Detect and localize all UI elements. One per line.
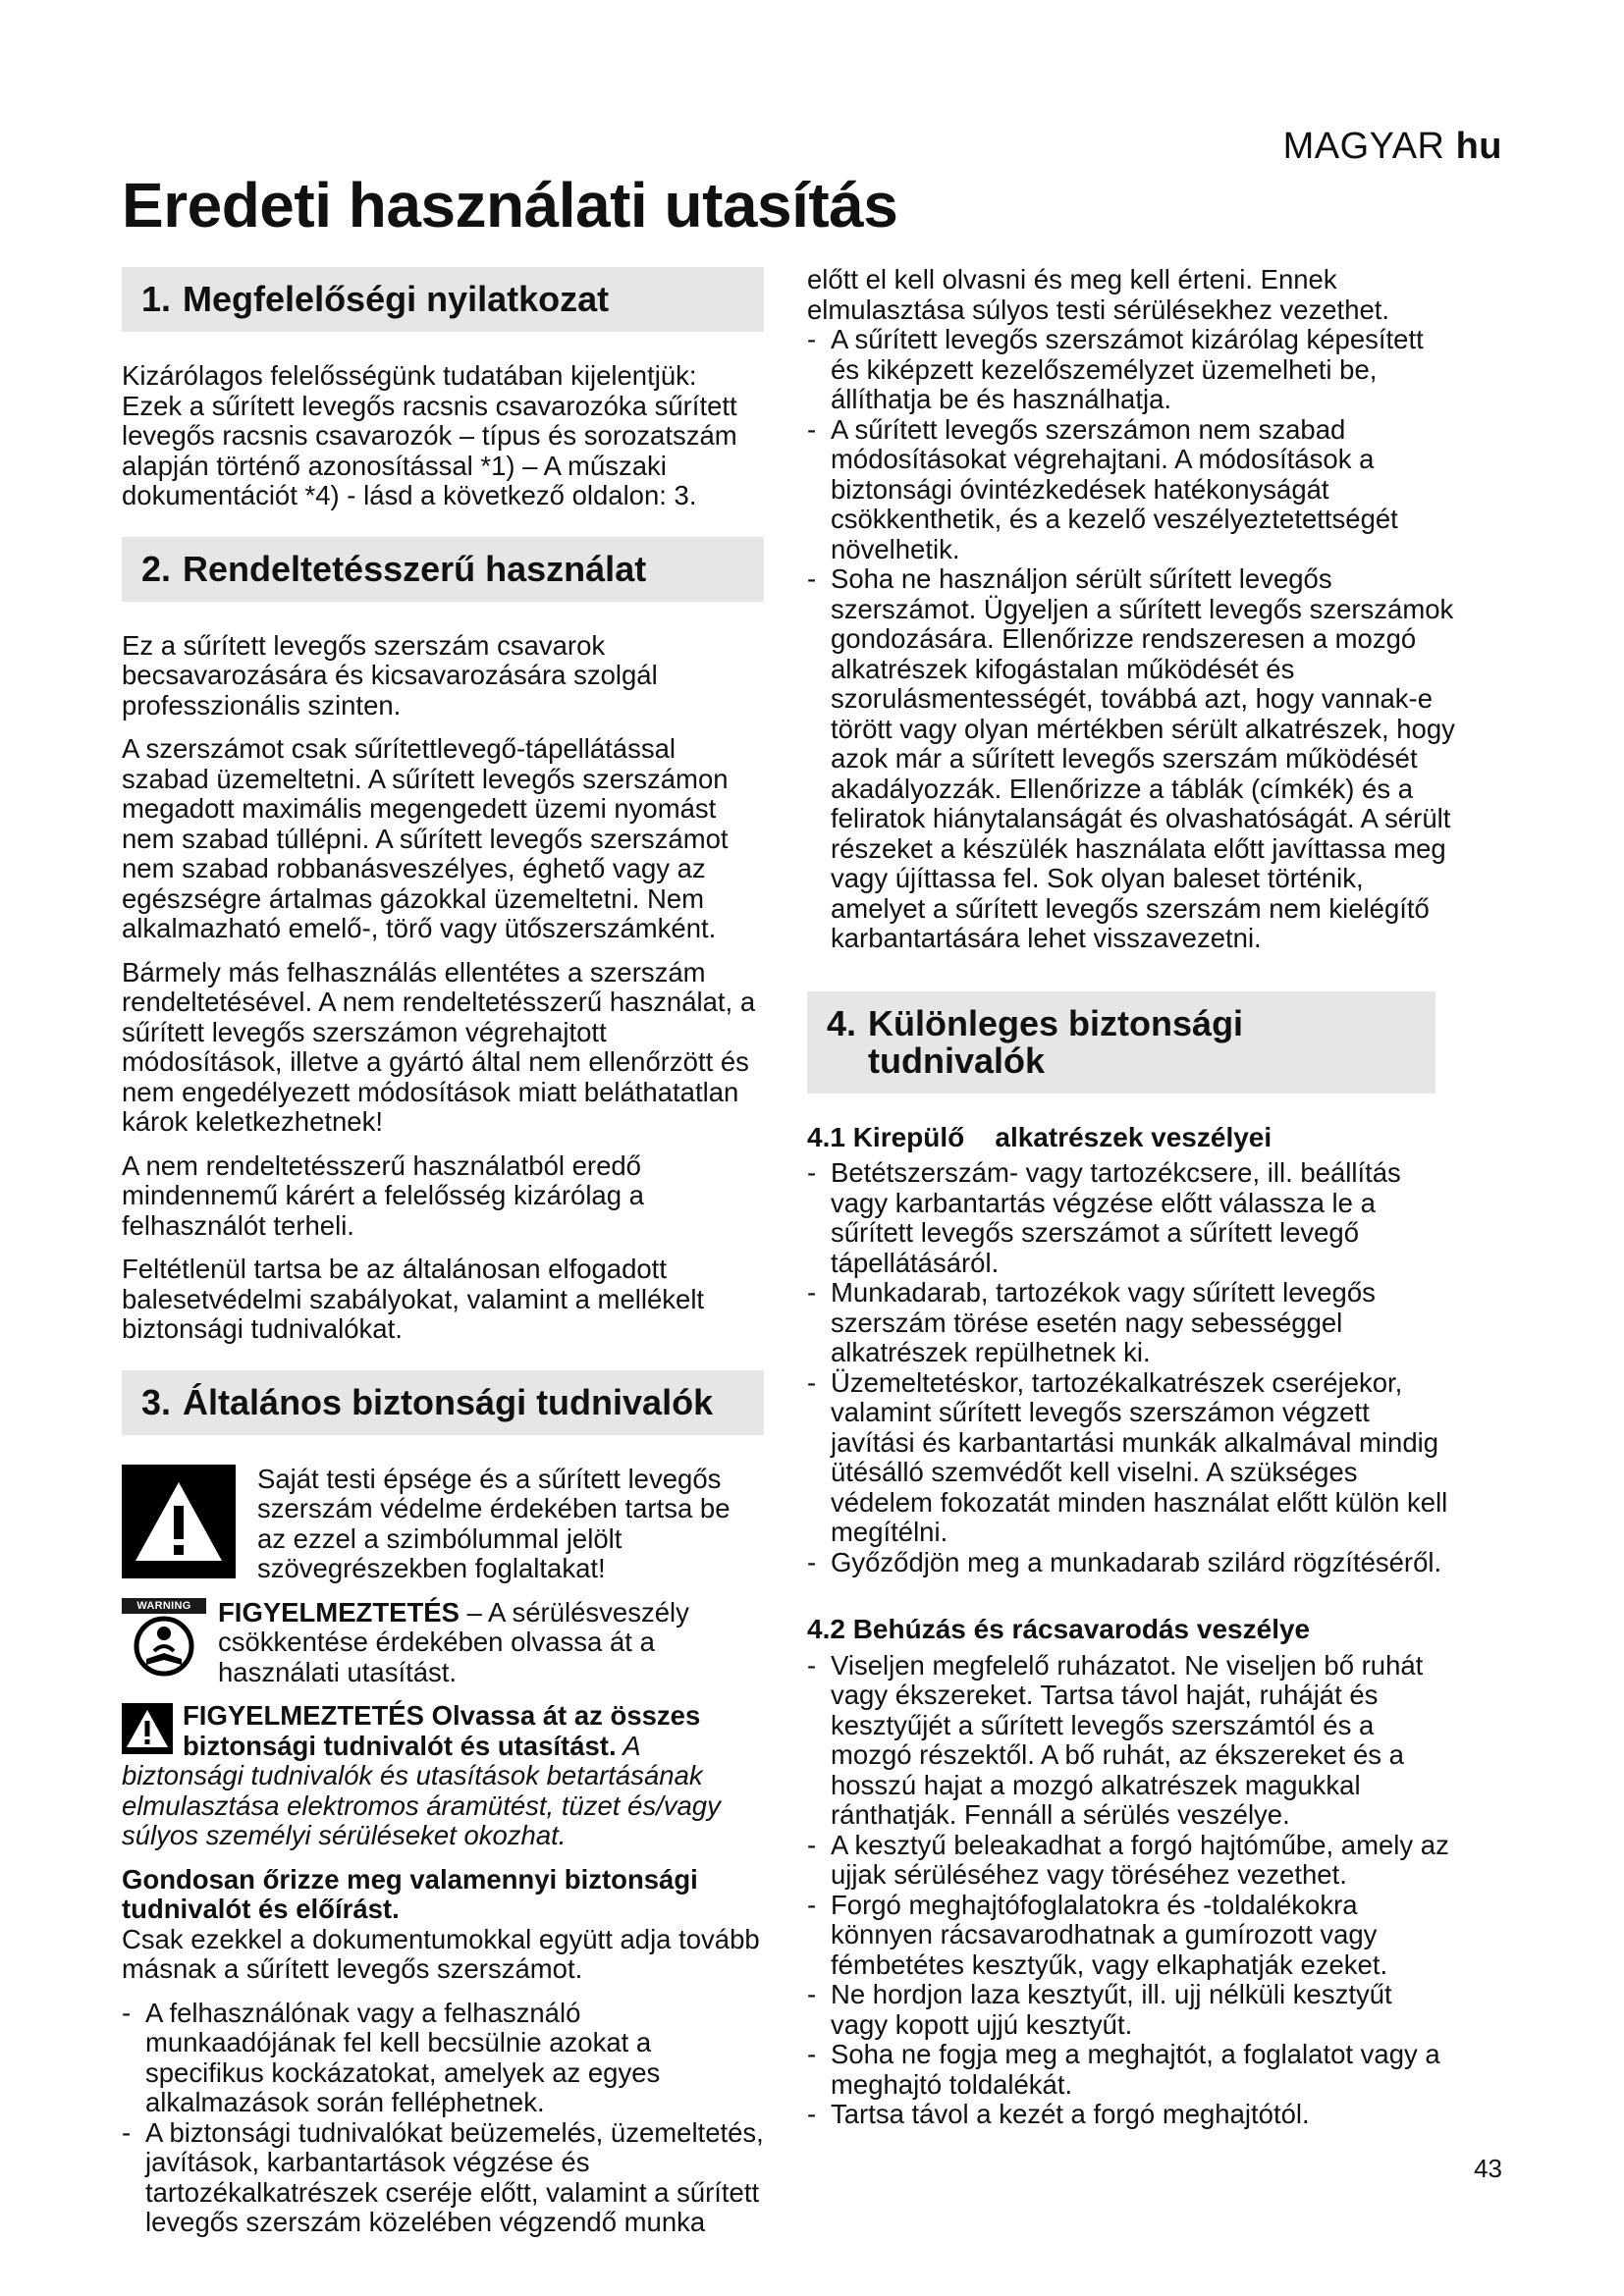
list-item: - Tartsa távol a kezét a forgó meghajtótól. <box>807 2100 1455 2130</box>
warning-triangle-icon <box>122 1465 236 1578</box>
list-item: - A biztonsági tudnivalókat beüzemelés, üzemeltetés, javítások, karbantartások végzése és tartozékalkatrészek cseréje előtt, valamint a sűrített levegős szerszám közelében végzendő munka <box>122 2118 764 2238</box>
section-1-heading <box>122 267 764 332</box>
list-item: - A kesztyű beleakadhat a forgó hajtóműbe, amely az ujjak sérüléséhez vagy töréséhez vezethet. <box>807 1831 1455 1891</box>
warning-read-manual <box>122 1598 764 1688</box>
left-column <box>122 267 764 2238</box>
section-3-number: 3. <box>141 1381 172 1422</box>
warning-all-instructions <box>122 1701 764 1851</box>
page-number: 43 <box>1474 2154 1502 2183</box>
subsection-4-2-list <box>807 1651 1455 2130</box>
list-item: - A sűrített levegős szerszámon nem szabad módosításokat végrehajtani. A módosítások a biztonsági óvintézkedések hatékonyságát csökkenthetik, és a kezelő veszélyeztetettségét növelhetik. <box>807 415 1455 565</box>
section-2-paragraph: Ez a sűrített levegős szerszám csavarok becsavarozására és kicsavarozására szolgál professzionális szinten. <box>122 629 658 721</box>
warning-1-bold: FIGYELMEZTETÉS <box>218 1596 460 1628</box>
list-item: - Győződjön meg a munkadarab szilárd rögzítéséről. <box>807 1548 1455 1578</box>
warning-1-text: – A sérülésveszély csökkentése érdekében olvassa át a használati utasítást. <box>218 1596 689 1687</box>
section-2-paragraph: A nem rendeltetésszerű használatból eredő mindennemű kárért a felelősség kizárólag a felhasználót terheli. <box>122 1149 644 1241</box>
subsection-4-1-list <box>807 1158 1455 1577</box>
list-item: - Soha ne fogja meg a meghajtót, a foglalatot vagy a meghajtó toldalékát. <box>807 2040 1455 2100</box>
language-name: MAGYAR <box>1282 126 1445 167</box>
keep-instructions-bold: Gondosan őrizze meg valamennyi biztonsági tudnivalót és előírást. <box>122 1863 698 1924</box>
section-4-number: 4. <box>827 1002 857 1043</box>
section-1-title: Megfelelőségi nyilatkozat <box>183 279 610 319</box>
list-item: - Üzemeltetéskor, tartozékalkatrészek cseréjekor, valamint sűrített levegős szerszámon végzett javítási és karbantartási munkák alkalmával mindig ütésálló szemvédőt kell viselni. A szükséges védelem fokozatát minden használat előtt külön kell megítélni. <box>807 1368 1455 1548</box>
list-item: - A sűrített levegős szerszámot kizárólag képesített és kiképzett kezelőszemélyzet üzemelheti be, állíthatja be és használhatja. <box>807 325 1455 415</box>
section-3-title: Általános biztonsági tudnivalók <box>183 1381 714 1422</box>
list-item: - A felhasználónak vagy a felhasználó munkaadójának fel kell becsülnie azokat a specifikus kockázatokat, amelyek az egyes alkalmazások során felléphetnek. <box>122 1999 764 2118</box>
language-label <box>1283 126 1502 168</box>
document-title: Eredeti használati utasítás <box>122 170 898 240</box>
section-1-text: Kizárólagos felelősségünk tudatában kijelentjük: Ezek a sűrített levegős racsnis csavarozóka sűrített levegős racsnis csavarozók – típus és sorozatszám alapján történő azonosítással *1) – A műszaki dokumentációt *4) - lásd a következő oldalon: 3. <box>122 360 737 510</box>
section-1-number: 1. <box>141 279 172 319</box>
list-item: - Viseljen megfelelő ruházatot. Ne viseljen bő ruhát vagy ékszereket. Tartsa távol haját, ruháját és kesztyűjét a sűrített levegős szerszámtól és a mozgó részektől. A bő ruhát, az ékszereket és a hosszú hajat a mozgó alkatrészek magukkal ránthatják. Fennáll a sérülés veszélye. <box>807 1651 1455 1831</box>
keep-instructions-text: Csak ezekkel a dokumentumokkal együtt adja tovább másnak a sűrített levegős szerszámot. <box>122 1923 760 1984</box>
list-continuation: előtt el kell olvasni és meg kell érteni. Ennek elmulasztása súlyos testi sérülésekhez vezethet. <box>807 264 1390 325</box>
warning-2-bold: FIGYELMEZTETÉS Olvassa át az összes biztonsági tudnivalót és utasítást. <box>183 1700 701 1761</box>
section-2-paragraph: Feltétlenül tartsa be az általánosan elfogadott balesetvédelmi szabályokat, valamint a mellékelt biztonsági tudnivalókat. <box>122 1254 705 1344</box>
section-3-list <box>122 1999 764 2238</box>
section-3-list-continued <box>807 325 1455 954</box>
list-item: - Ne hordjon laza kesztyűt, ill. ujj nélküli kesztyűt vagy kopott ujjú kesztyűt. <box>807 1980 1455 2040</box>
section-2-heading <box>122 537 764 602</box>
warning-label: WARNING <box>122 1598 206 1614</box>
list-item: - Soha ne használjon sérült sűrített levegős szerszámot. Ügyeljen a sűrített levegős szerszámok gondozására. Ellenőrizze rendszeresen a mozgó alkatrészek kifogástalan működését és szorulásmentességét, továbbá azt, hogy vannak-e törött vagy olyan mértékben sérült alkatrészek, hogy azok már a sűrített levegős szerszám működését akadályozzák. Ellenőrizze a táblák (címkék) és a feliratok hiánytalanságát és olvashatóságát. A sérült részeket a készülék használata előtt javíttassa meg vagy újíttassa fel. Sok olyan baleset történik, amelyet a sűrített levegős szerszám nem kielégítő karbantartására lehet visszavezetni. <box>807 564 1455 954</box>
warning-2-italic: A biztonsági tudnivalók és utasítások betartásának elmulasztása elektromos áramütést, tüzet és/vagy súlyos személyi sérüléseket okozhat. <box>122 1730 721 1850</box>
list-item: - Forgó meghajtófoglalatokra és -toldalékokra könnyen rácsavarodhatnak a gumírozott vagy fémbetétes kesztyűk, vagy elkaphatják ezeket. <box>807 1891 1455 1981</box>
read-manual-warning-icon <box>122 1598 206 1679</box>
symbol-note <box>122 1465 764 1584</box>
section-4-heading <box>807 991 1435 1094</box>
subsection-4-1-title: 4.1 Kirepülő alkatrészek veszélyei <box>807 1121 1272 1152</box>
warning-triangle-small-icon <box>122 1703 173 1754</box>
language-code: hu <box>1455 126 1502 167</box>
list-item: - Betétszerszám- vagy tartozékcsere, ill. beállítás vagy karbantartás végzése előtt válassza le a sűrített levegős szerszámot a sűrített levegő tápellátásáról. <box>807 1158 1455 1278</box>
right-column <box>807 265 1455 2130</box>
symbol-note-text: Saját testi épsége és a sűrített levegős szerszám védelme érdekében tartsa be az ezzel a szimbólummal jelölt szövegrészekben foglaltakat! <box>257 1463 731 1583</box>
section-2-paragraph: Bármely más felhasználás ellentétes a szerszám rendeltetésével. A nem rendeltetésszerű használat, a sűrített levegős szerszámon végrehajtott módosítások, illetve a gyártó által nem ellenőrzött és nem engedélyezett módosítások miatt beláthatatlan károk keletkezhetnek! <box>122 956 756 1137</box>
section-2-paragraph: A szerszámot csak sűrítettlevegő-tápellátással szabad üzemeltetni. A sűrített levegős szerszámon megadott maximális megengedett üzemi nyomást nem szabad túllépni. A sűrített levegős szerszámot nem szabad robbanásveszélyes, éghető vagy az egészségre ártalmas gázokkal üzemeltetni. Nem alkalmazható emelő-, törő vagy ütőszerszámként. <box>122 733 729 943</box>
section-4-title: Különleges biztonsági tudnivalók <box>868 1002 1244 1081</box>
book-reader-icon <box>122 1614 206 1679</box>
section-3-heading <box>122 1370 764 1435</box>
subsection-4-2-title: 4.2 Behúzás és rácsavarodás veszélye <box>807 1614 1311 1644</box>
section-2-title: Rendeltetésszerű használat <box>183 548 647 589</box>
section-2-number: 2. <box>141 548 172 589</box>
list-item: - Munkadarab, tartozékok vagy sűrített levegős szerszám törése esetén nagy sebességgel alkatrészek repülhetnek ki. <box>807 1278 1455 1368</box>
